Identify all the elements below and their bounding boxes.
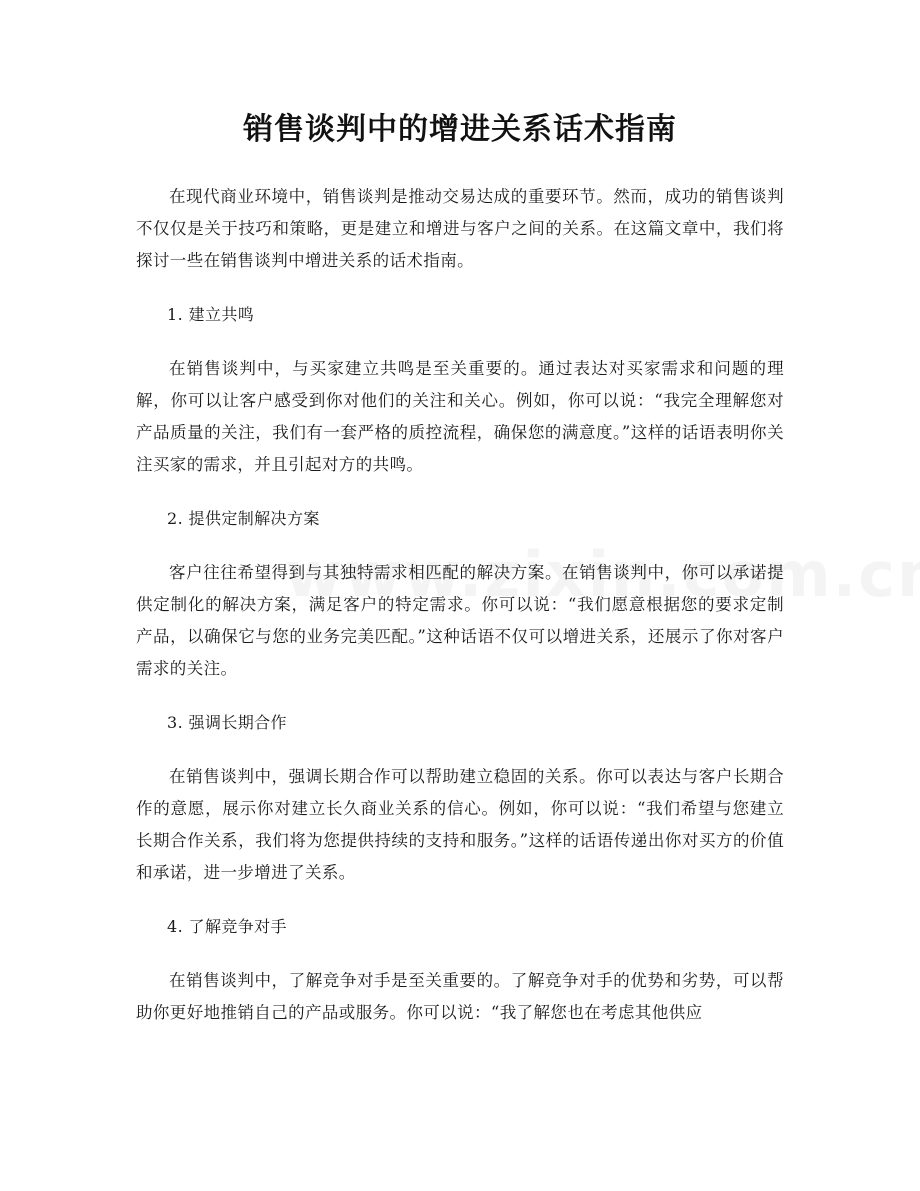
section-body-1: 在销售谈判中，与买家建立共鸣是至关重要的。通过表达对买家需求和问题的理解，你可以让客户感受到你对他们的关注和关心。例如，你可以说：“我完全理解您对产品质量的关注，我们有一套严格的质控流程，确保您的满意度。”这样的话语表明你关注买家的需求，并且引起对方的共鸣。 [136,359,784,474]
document-body [136,181,784,1029]
intro-paragraph: 在现代商业环境中，销售谈判是推动交易达成的重要环节。然而，成功的销售谈判不仅仅是关于技巧和策略，更是建立和增进与客户之间的关系。在这篇文章中，我们将探讨一些在销售谈判中增进关系的话术指南。 [136,187,784,270]
section-body-4: 在销售谈判中，了解竞争对手是至关重要的。了解竞争对手的优势和劣势，可以帮助你更好地推销自己的产品或服务。你可以说：“我了解您也在考虑其他供应 [136,971,784,1022]
section-body-2: 客户往往希望得到与其独特需求相匹配的解决方案。在销售谈判中，你可以承诺提供定制化的解决方案，满足客户的特定需求。你可以说：“我们愿意根据您的要求定制产品，以确保它与您的业务完美匹配。”这种话语不仅可以增进关系，还展示了你对客户需求的关注。 [136,563,784,678]
section-body-3: 在销售谈判中，强调长期合作可以帮助建立稳固的关系。你可以表达与客户长期合作的意愿，展示你对建立长久商业关系的信心。例如，你可以说：“我们希望与您建立长期合作关系，我们将为您提供持续的支持和服务。”这样的话语传递出你对买方的价值和承诺，进一步增进了关系。 [136,767,784,882]
document-title: 销售谈判中的增进关系话术指南 [243,112,677,147]
section-heading-2: 2. 提供定制解决方案 [167,509,320,528]
section-heading-4: 4. 了解竞争对手 [167,917,287,936]
section-heading-1: 1. 建立共鸣 [167,305,255,324]
section-heading-3: 3. 强调长期合作 [167,713,287,732]
